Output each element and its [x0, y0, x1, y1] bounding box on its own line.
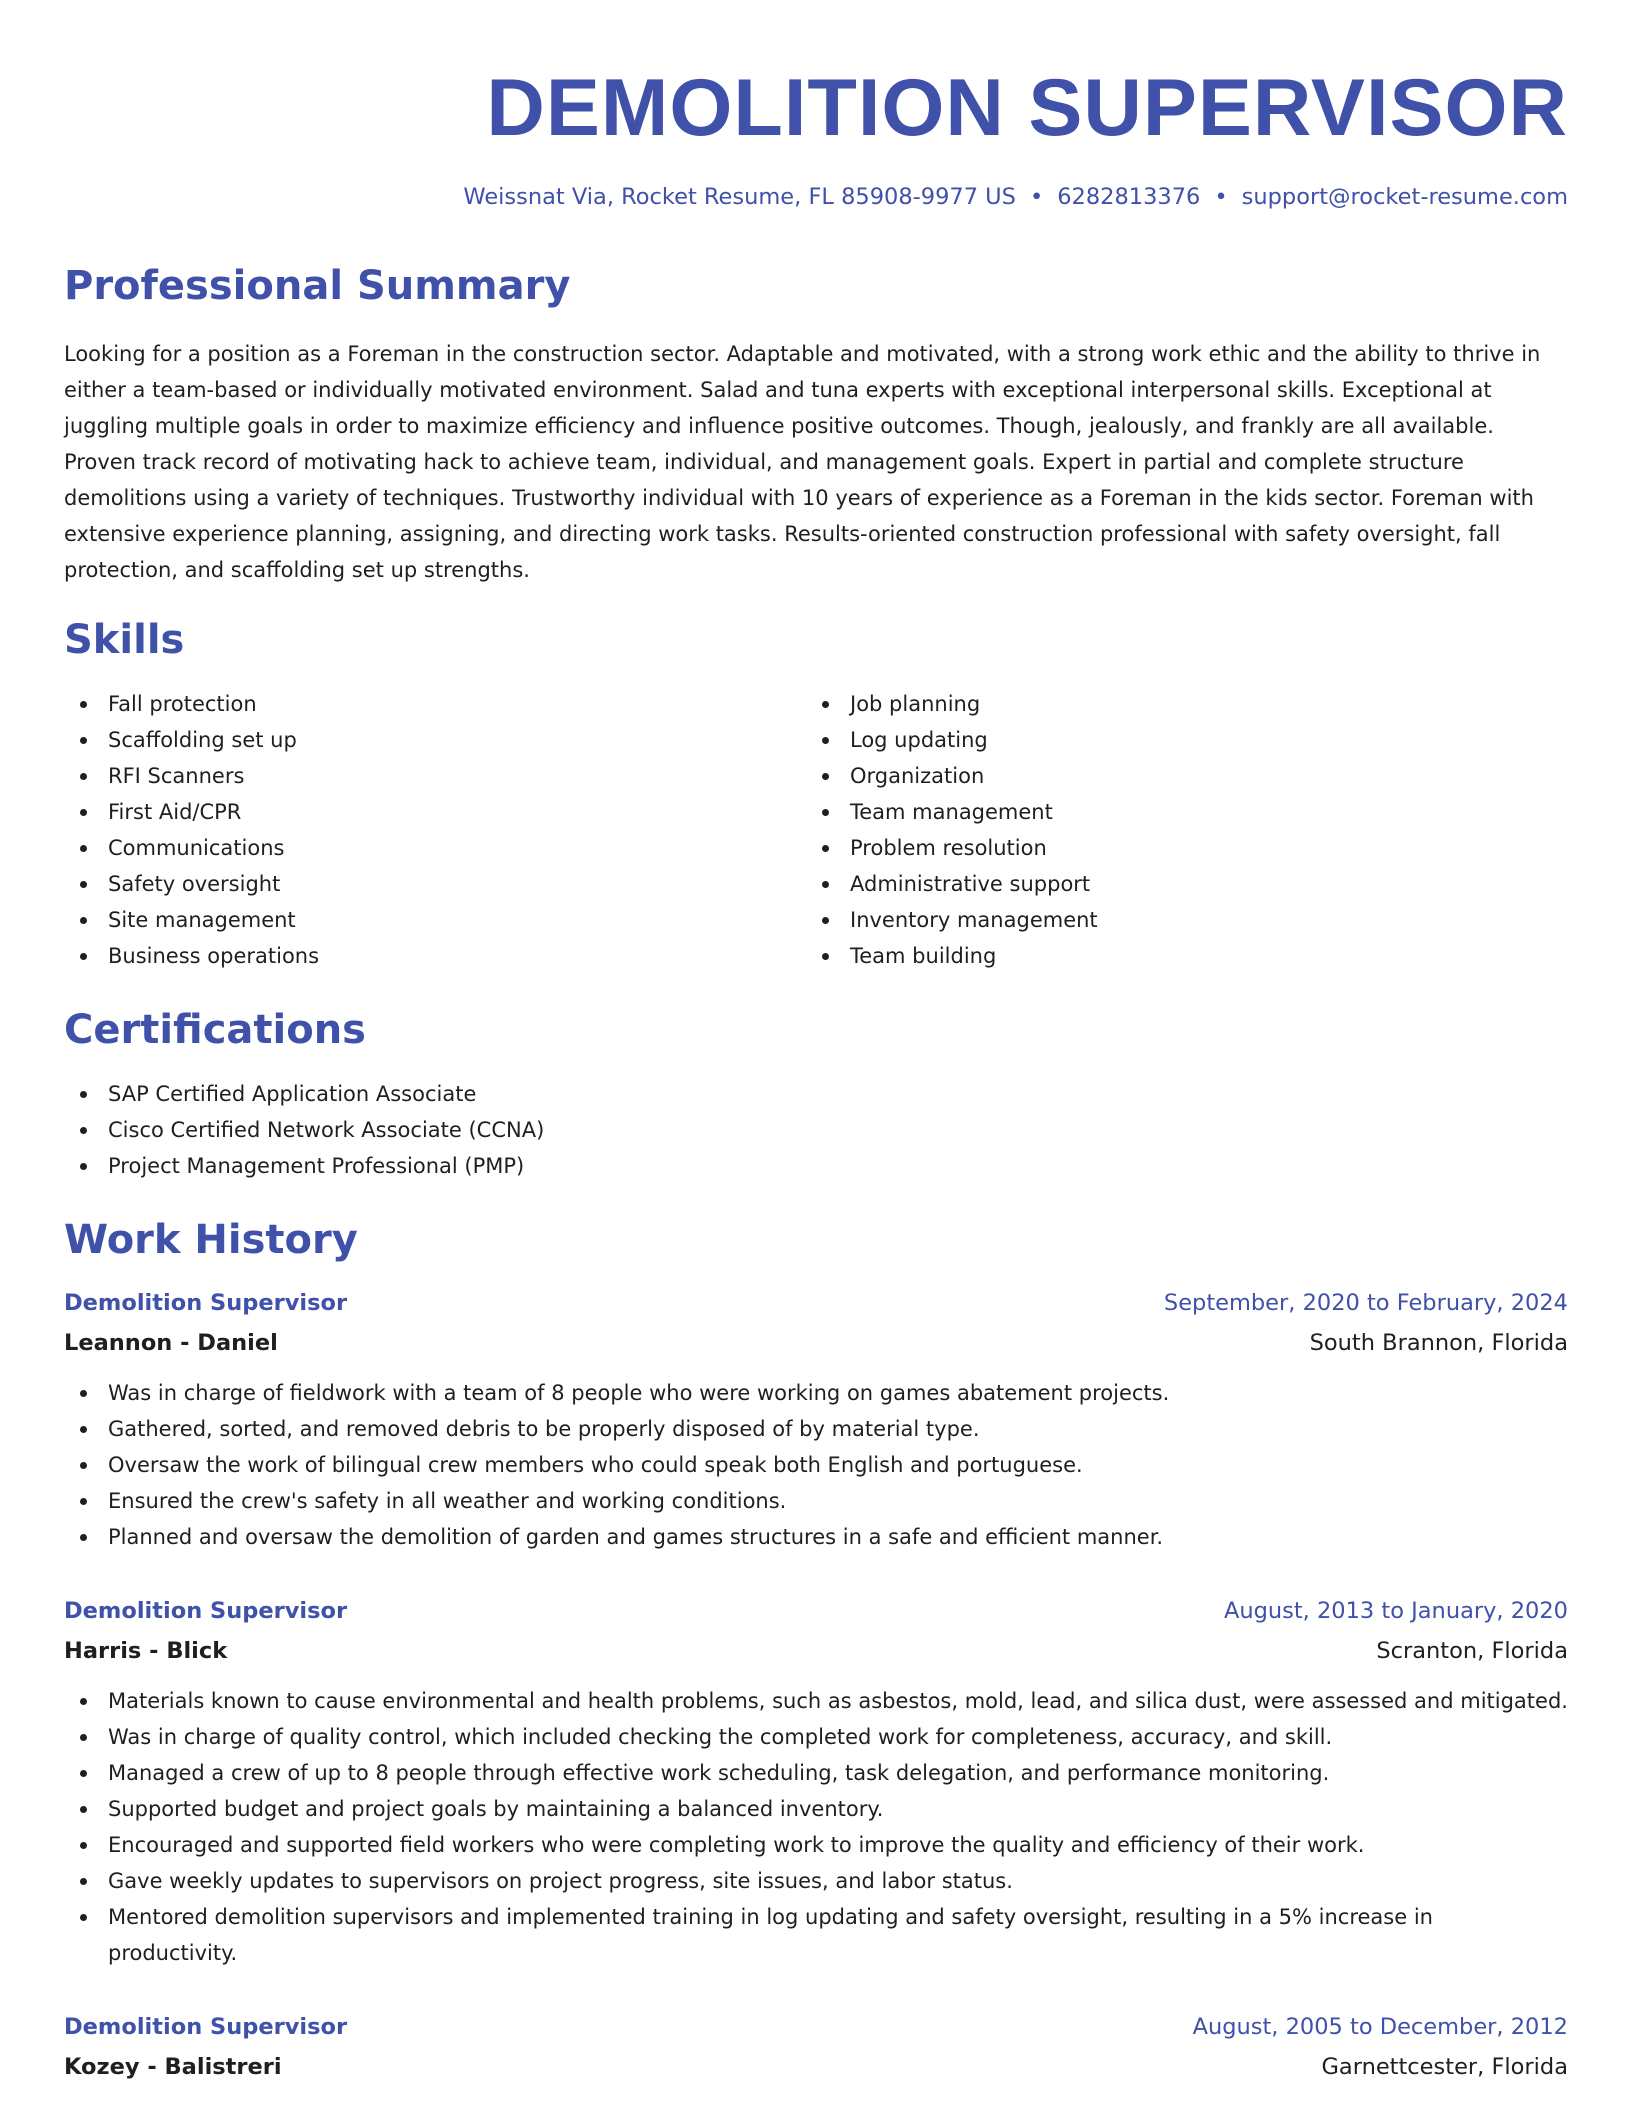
job-bullet: Oversaw the work of bilingual crew members who could speak both English and portuguese. — [64, 1447, 1568, 1483]
resume-name-title: DEMOLITION SUPERVISOR — [486, 63, 1568, 153]
job-company-row — [64, 1323, 1568, 1363]
job-company-row — [64, 1631, 1568, 1671]
skill-item: Fall protection — [64, 686, 319, 722]
job-bullet: Ensured the crew's safety in all weather and working conditions. — [64, 1483, 1568, 1519]
job-dates: September, 2020 to February, 2024 — [1163, 1290, 1568, 1316]
job-bullet: Gathered, sorted, and removed debris to be properly disposed of by material type. — [64, 1411, 1568, 1447]
skill-item: Site management — [64, 902, 319, 938]
contact-separator: • — [1029, 184, 1044, 210]
skills-heading: Skills — [64, 617, 185, 663]
job-bullets — [64, 1375, 1568, 1555]
work-history-heading: Work History — [64, 1217, 358, 1263]
job-header-row — [64, 1283, 1568, 1323]
certifications-list — [64, 1076, 544, 1184]
contact-line — [463, 182, 1568, 212]
contact-email[interactable]: support@rocket-resume.com — [1241, 184, 1568, 210]
job-company: Kozey - Balistreri — [64, 2054, 282, 2080]
skill-item: Safety oversight — [64, 866, 319, 902]
job-bullet: Managed a crew of up to 8 people through effective work scheduling, task delegation, and performance monitoring. — [64, 1755, 1568, 1791]
job-location: Garnettcester, Florida — [1321, 2054, 1568, 2080]
job-bullet: Supported budget and project goals by maintaining a balanced inventory. — [64, 1791, 1568, 1827]
job-dates: August, 2013 to January, 2020 — [1223, 1598, 1568, 1624]
job-dates: August, 2005 to December, 2012 — [1192, 2014, 1568, 2040]
certification-item: Project Management Professional (PMP) — [64, 1148, 544, 1184]
skill-item: RFI Scanners — [64, 758, 319, 794]
job-title: Demolition Supervisor — [64, 1290, 348, 1316]
job-location: Scranton, Florida — [1376, 1638, 1568, 1664]
skill-item: Log updating — [806, 722, 1098, 758]
skill-item: Organization — [806, 758, 1098, 794]
skill-item: Problem resolution — [806, 830, 1098, 866]
job-entry — [64, 1591, 1568, 1971]
job-bullet: Encouraged and supported field workers who were completing work to improve the quality and efficiency of their work. — [64, 1827, 1568, 1863]
skill-item: Team building — [806, 938, 1098, 974]
summary-text: Looking for a position as a Foreman in the construction sector. Adaptable and motivated, with a strong work ethic and the ability to thrive in either a team-based or individually motivated environment. Salad and tuna experts with exceptional interpersonal skills. Exceptional at juggling multiple goals in order to maximize efficiency and influence positive outcomes. Though, jealously, and frankly are all available. Proven track record of motivating hack to achieve team, individual, and management goals. Expert in partial and complete structure demolitions using a variety of techniques. Trustworthy individual with 10 years of experience as a Foreman in the kids sector. Foreman with extensive experience planning, assigning, and directing work tasks. Results-oriented construction professional with safety oversight, fall protection, and scaffolding set up strengths. — [64, 342, 1541, 582]
job-bullet: Planned and oversaw the demolition of garden and games structures in a safe and efficient manner. — [64, 1519, 1568, 1555]
skill-item: Job planning — [806, 686, 1098, 722]
job-title: Demolition Supervisor — [64, 1598, 348, 1624]
certifications-heading: Certifications — [64, 1007, 366, 1053]
job-bullet: Was in charge of fieldwork with a team of 8 people who were working on games abatement projects. — [64, 1375, 1568, 1411]
contact-separator: • — [1214, 184, 1228, 210]
job-header-row — [64, 1591, 1568, 1631]
contact-address: Weissnat Via, Rocket Resume, FL 85908-9977 US — [463, 184, 1016, 210]
skill-item: Administrative support — [806, 866, 1098, 902]
job-bullets — [64, 1683, 1568, 1971]
job-bullet: Gave weekly updates to supervisors on project progress, site issues, and labor status. — [64, 1863, 1568, 1899]
job-entry — [64, 1283, 1568, 1555]
job-company: Harris - Blick — [64, 1638, 228, 1664]
skill-item: Business operations — [64, 938, 319, 974]
job-bullet: Mentored demolition supervisors and implemented training in log updating and safety oversight, resulting in a 5% increase in productivity. — [64, 1899, 1568, 1971]
job-bullet: Was in charge of quality control, which included checking the completed work for completeness, accuracy, and skill. — [64, 1719, 1568, 1755]
certification-item: Cisco Certified Network Associate (CCNA) — [64, 1112, 544, 1148]
job-title: Demolition Supervisor — [64, 2014, 348, 2040]
skills-list-right — [806, 686, 1098, 974]
certification-item: SAP Certified Application Associate — [64, 1076, 544, 1112]
job-bullet: Materials known to cause environmental and health problems, such as asbestos, mold, lead, and silica dust, were assessed and mitigated. — [64, 1683, 1568, 1719]
job-company-row — [64, 2047, 1568, 2087]
skill-item: Scaffolding set up — [64, 722, 319, 758]
job-entry — [64, 2007, 1568, 2087]
summary-heading: Professional Summary — [64, 263, 571, 309]
contact-phone[interactable]: 6282813376 — [1057, 184, 1201, 210]
skill-item: Inventory management — [806, 902, 1098, 938]
skills-list-left — [64, 686, 319, 974]
job-company: Leannon - Daniel — [64, 1330, 278, 1356]
skill-item: Communications — [64, 830, 319, 866]
skill-item: First Aid/CPR — [64, 794, 319, 830]
job-header-row — [64, 2007, 1568, 2047]
job-location: South Brannon, Florida — [1309, 1330, 1568, 1356]
skill-item: Team management — [806, 794, 1098, 830]
